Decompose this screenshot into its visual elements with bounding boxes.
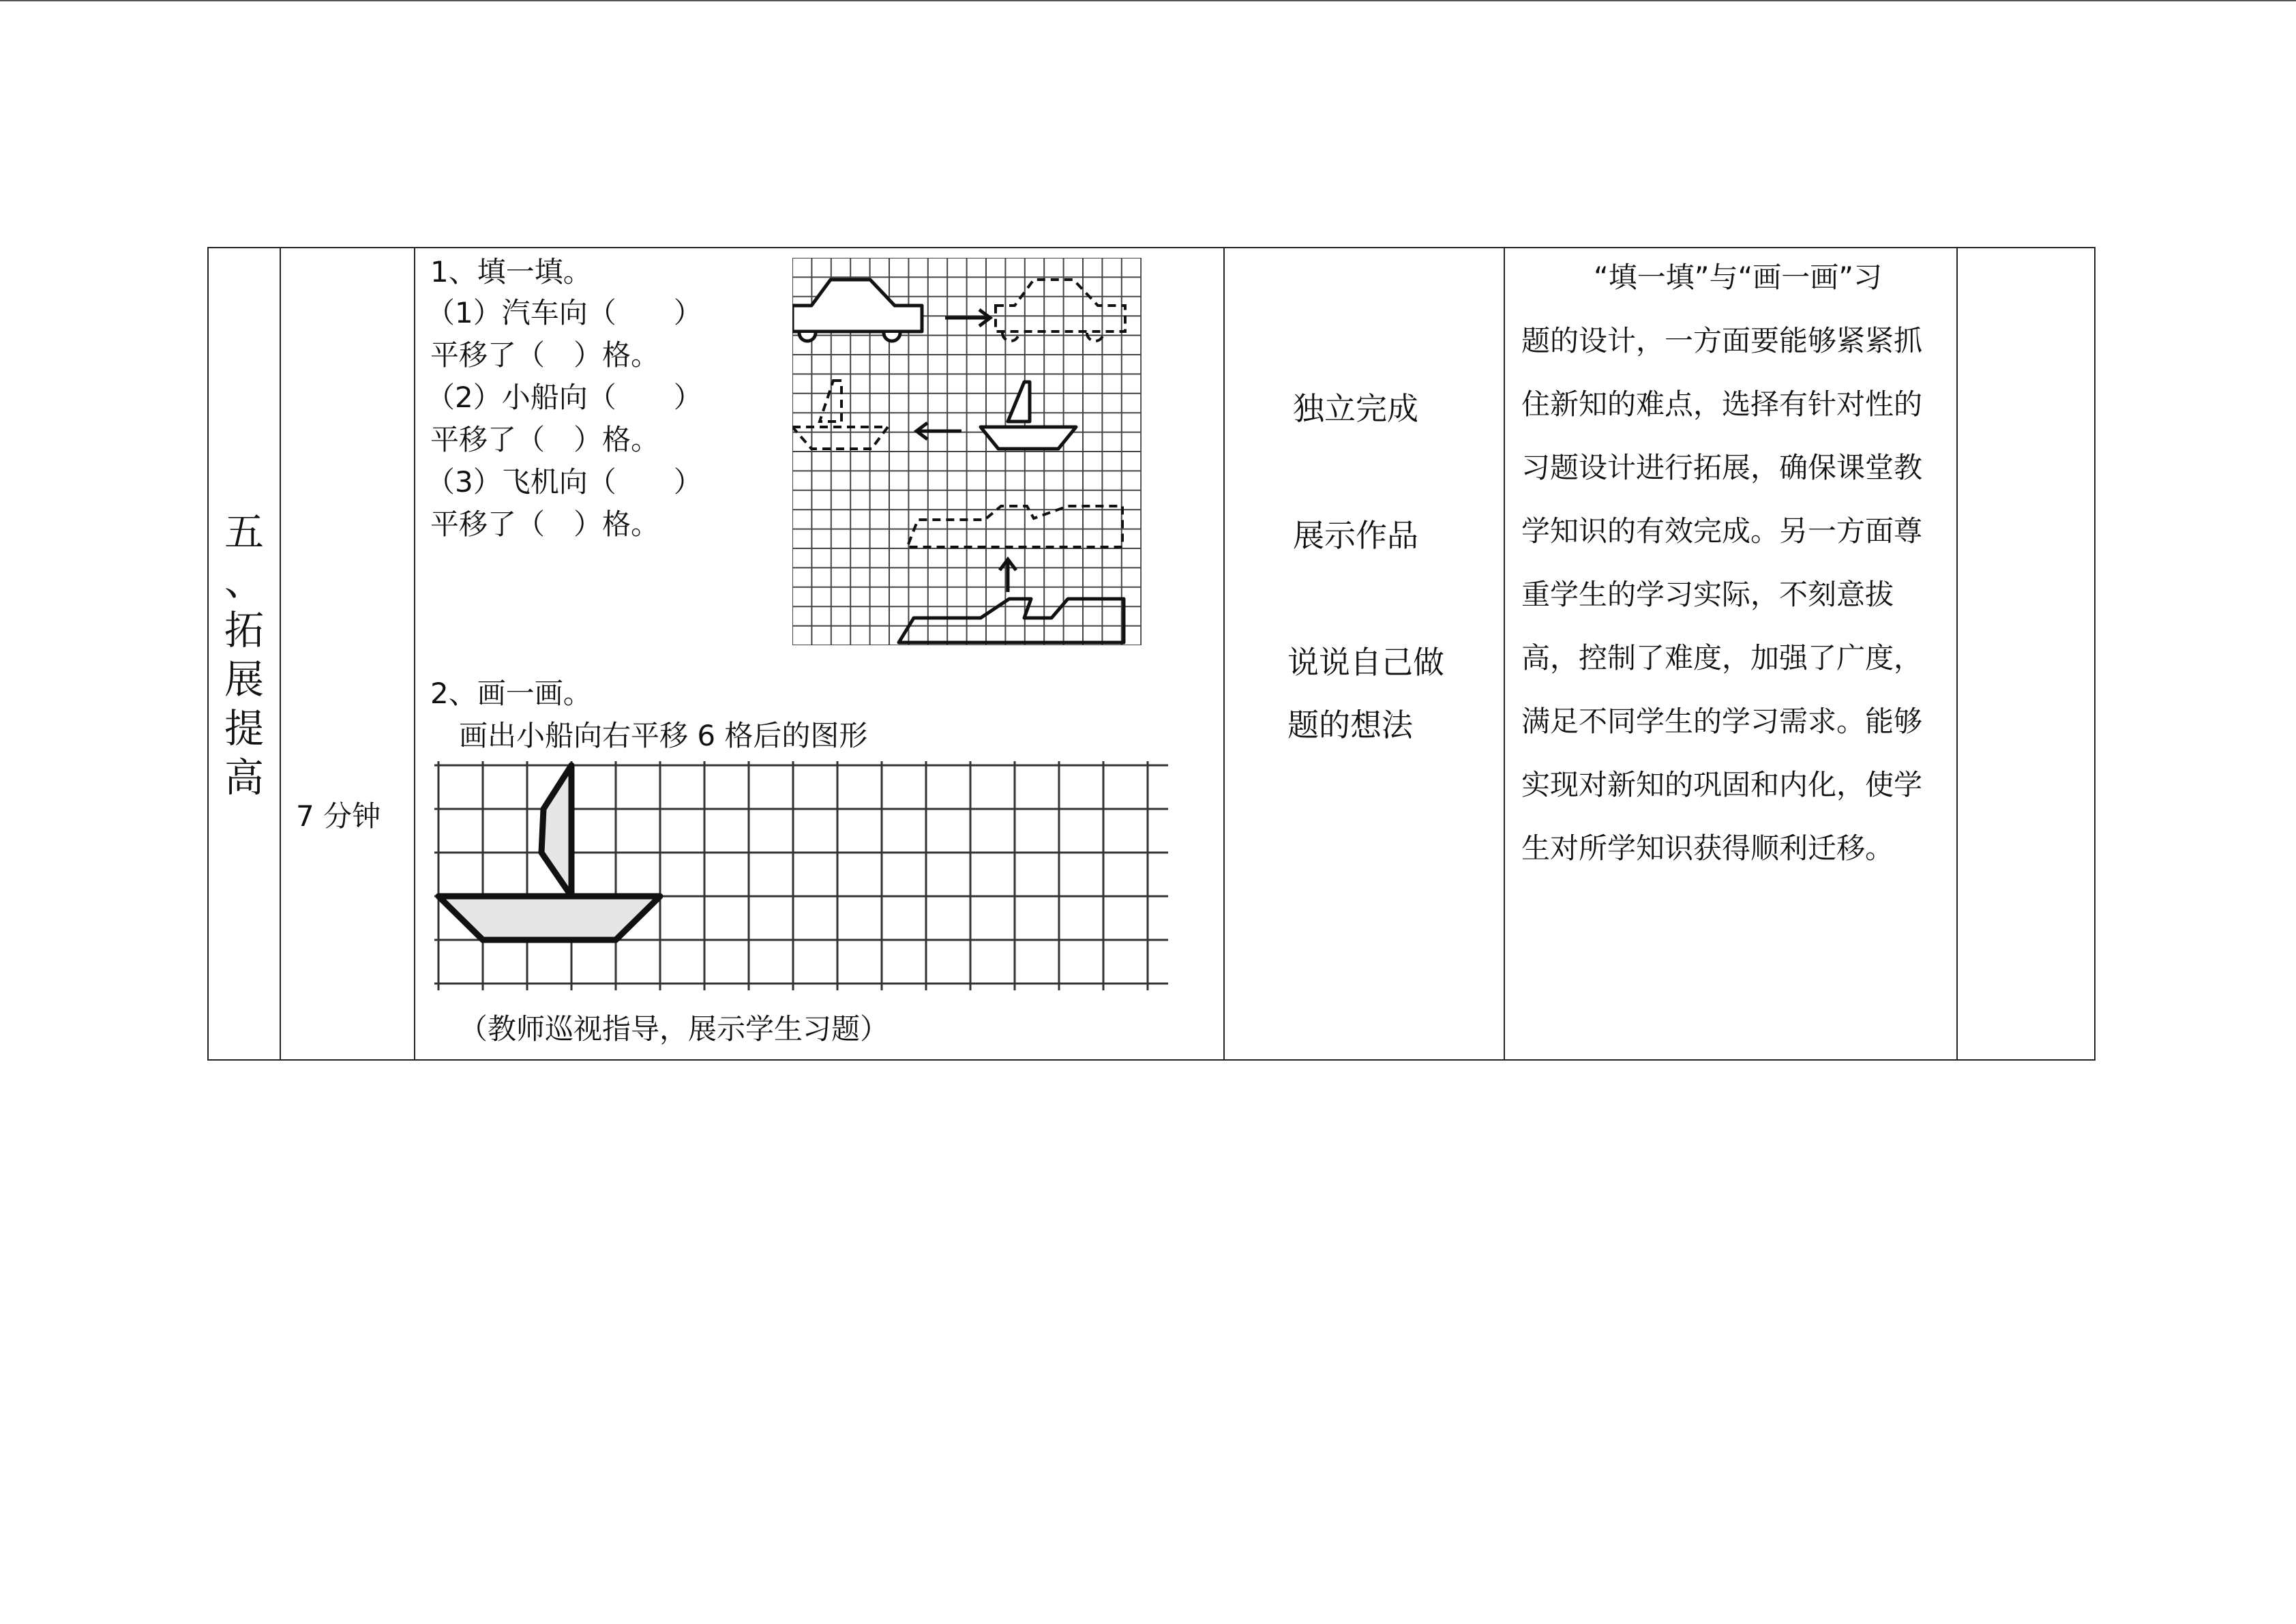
activity-item: 说说自己做	[1287, 644, 1444, 681]
exercise1-line: （2）小船向（ ）	[426, 381, 702, 414]
right-arrow-icon	[945, 310, 990, 326]
stage-title	[209, 248, 280, 1061]
exercise1-line: 平移了（ ）格。	[430, 507, 660, 541]
design-line: 住新知的难点，选择有针对性的	[1521, 387, 1923, 421]
exercise1-line: 平移了（ ）格。	[430, 338, 660, 372]
stage-char: 提	[224, 705, 264, 752]
exercise1-line: （3）飞机向（ ）	[426, 465, 702, 499]
design-line: 实现对新知的巩固和内化，使学	[1521, 768, 1923, 801]
teacher-note: （教师巡视指导，展示学生习题）	[459, 1012, 889, 1046]
exercise1-line: （1）汽车向（ ）	[426, 296, 702, 329]
notes-cell	[1957, 248, 2095, 1060]
content-cell	[415, 248, 1224, 1060]
stage-char: 、	[224, 557, 264, 604]
design-line: 习题设计进行拓展，确保课堂教	[1521, 451, 1923, 484]
stage-char: 五	[224, 508, 264, 555]
stage-char: 拓	[224, 606, 264, 653]
stage-char: 高	[224, 754, 264, 801]
left-arrow-icon	[916, 423, 961, 439]
stage-cell	[208, 248, 280, 1060]
design-line: 满足不同学生的学习需求。能够	[1521, 705, 1923, 738]
design-line: 学知识的有效完成。另一方面尊	[1521, 514, 1923, 548]
duration-text: 7 分钟	[296, 799, 381, 833]
drawing-grid-lines	[434, 761, 1168, 990]
design-intent-cell	[1504, 248, 1957, 1060]
exercise1-title: 1、填一填。	[430, 255, 592, 289]
lesson-plan-table	[207, 247, 2096, 1061]
boat-drawing-grid	[434, 761, 1168, 993]
exercise2-instruction: 画出小船向右平移 6 格后的图形	[459, 719, 868, 752]
boat-moved-shape	[981, 382, 1076, 449]
activity-item: 独立完成	[1293, 390, 1418, 427]
design-line: 重学生的学习实际，不刻意拔	[1521, 578, 1894, 611]
car-moved-shape	[996, 280, 1125, 341]
stage-char: 展	[224, 655, 264, 703]
activity-item: 展示作品	[1293, 517, 1418, 554]
boat-original-shape	[792, 381, 888, 449]
time-cell	[280, 248, 415, 1060]
exercise1-line: 平移了（ ）格。	[430, 423, 660, 456]
exercise2-title: 2、画一画。	[430, 677, 592, 710]
design-line: 题的设计，一方面要能够紧紧抓	[1521, 324, 1923, 357]
plane-original-shape	[899, 599, 1124, 643]
activity-item: 题的想法	[1287, 707, 1413, 743]
design-line: 高，控制了难度，加强了广度，	[1521, 641, 1923, 675]
student-activity-cell	[1224, 248, 1504, 1060]
translation-grid-figure	[792, 258, 1142, 645]
top-border-line	[0, 0, 2296, 1]
design-line: 生对所学知识获得顺利迁移。	[1521, 831, 1894, 865]
table-row	[208, 248, 2095, 1060]
plane-moved-shape	[908, 506, 1122, 547]
design-line: “填一填”与“画一画”习	[1594, 261, 1883, 294]
